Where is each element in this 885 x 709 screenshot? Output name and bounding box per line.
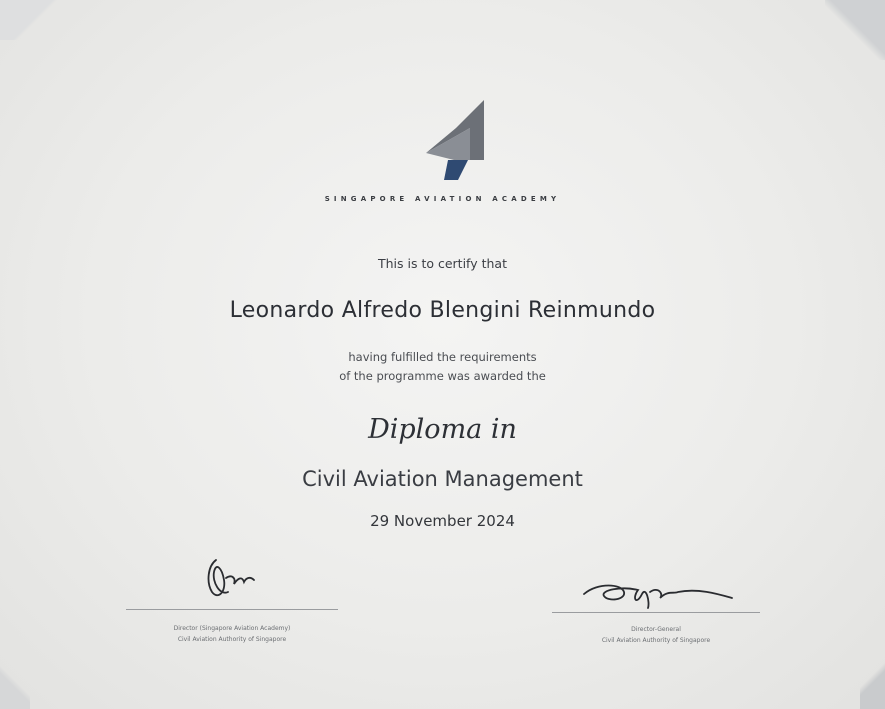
award-type: Diploma in: [368, 414, 517, 445]
frame-corner-top-left: [0, 0, 70, 40]
frame-corner-bottom-left: [0, 659, 30, 709]
signatory-left-title-2: Civil Aviation Authority of Singapore: [177, 636, 287, 643]
academy-logo-icon: [420, 98, 492, 182]
signatory-right-caption: [552, 624, 760, 646]
award-date: 29 November 2024: [370, 512, 515, 530]
requirements-line-2: of the programme was awarded the: [339, 369, 546, 383]
frame-corner-top-right: [825, 0, 885, 60]
program-name: Civil Aviation Management: [302, 467, 583, 491]
signatory-left-title-1: Director (Singapore Aviation Academy): [173, 625, 291, 632]
recipient-name: Leonardo Alfredo Blengini Reinmundo: [229, 298, 656, 323]
signatory-right-title-1: Director-General: [631, 626, 681, 633]
certify-text: This is to certify that: [377, 256, 507, 271]
signature-line-right: [552, 612, 760, 613]
frame-corner-bottom-right: [860, 649, 885, 709]
academy-name: SINGAPORE AVIATION ACADEMY: [324, 195, 561, 203]
signatory-right-title-2: Civil Aviation Authority of Singapore: [601, 637, 711, 644]
signature-line-left: [126, 609, 338, 610]
signatory-left-caption: [126, 623, 338, 645]
requirements-line-1: having fulfilled the requirements: [348, 350, 537, 364]
signature-left: [198, 552, 268, 604]
signature-right: [578, 572, 738, 612]
